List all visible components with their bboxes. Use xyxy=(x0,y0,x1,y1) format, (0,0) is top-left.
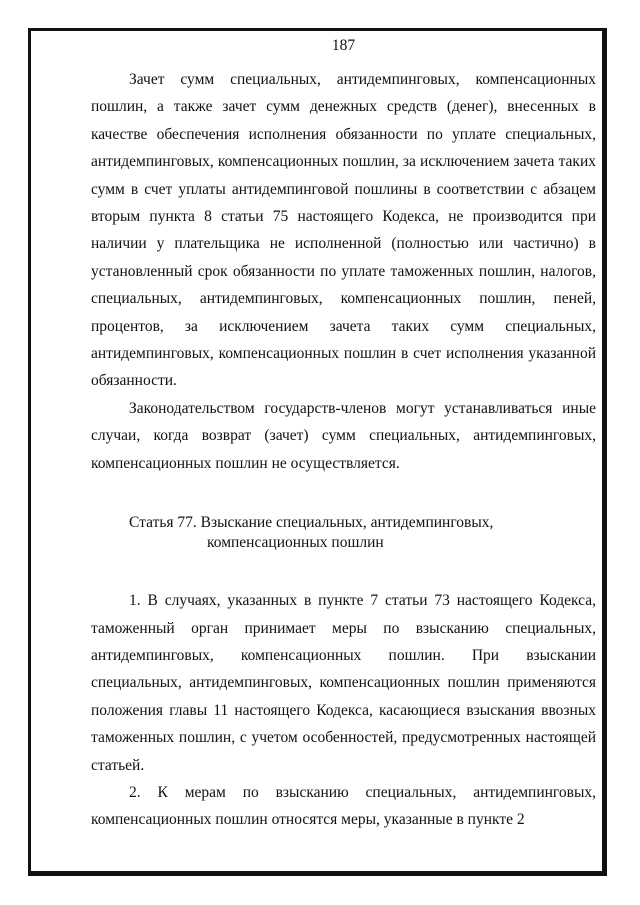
article-heading-line-2: компенсационных пошлин xyxy=(207,534,384,552)
article-heading-line-1: Статья 77. Взыскание специальных, антидемпинговых, xyxy=(129,514,494,532)
document-body xyxy=(91,36,596,834)
page-number: 187 xyxy=(331,37,356,54)
paragraph-item-2: 2. К мерам по взысканию специальных, антидемпинговых, компенсационных пошлин относятся меры, указанные в пункте 2 xyxy=(91,783,596,829)
article-heading xyxy=(91,513,596,553)
paragraph-offset-restriction: Зачет сумм специальных, антидемпинговых, компенсационных пошлин, а также зачет сумм денежных средств (денег), внесенных в качестве обеспечения исполнения обязанности по уплате специальных, антидемпинговых, компенсационных пошлин, за исключением зачета таких сумм в счет уплаты антидемпинговой пошлины в соответствии с абзацем вторым пункта 8 статьи 75 настоящего Кодекса, не производится при наличии у плательщика не исполненной (полностью или частично) в установленный срок обязанности по уплате таможенных пошлин, налогов, специальных, антидемпинговых, компенсационных пошлин, пеней, процентов, за исключением зачета таких сумм специальных, антидемпинговых, компенсационных пошлин в счет исполнения указанной обязанности. xyxy=(91,71,596,390)
paragraph-member-state-legislation: Законодательством государств-членов могут устанавливаться иные случаи, когда возврат (зачет) сумм специальных, антидемпинговых, компенсационных пошлин не осуществляется. xyxy=(91,399,596,472)
paragraph-item-1: 1. В случаях, указанных в пункте 7 статьи 73 настоящего Кодекса, таможенный орган принимает меры по взысканию специальных, антидемпинговых, компенсационных пошлин. При взыскании специальных, антидемпинговых, компенсационных пошлин применяются положения главы 11 настоящего Кодекса, касающиеся взыскания ввозных таможенных пошлин, с учетом особенностей, предусмотренных настоящей статьей. xyxy=(91,592,596,774)
